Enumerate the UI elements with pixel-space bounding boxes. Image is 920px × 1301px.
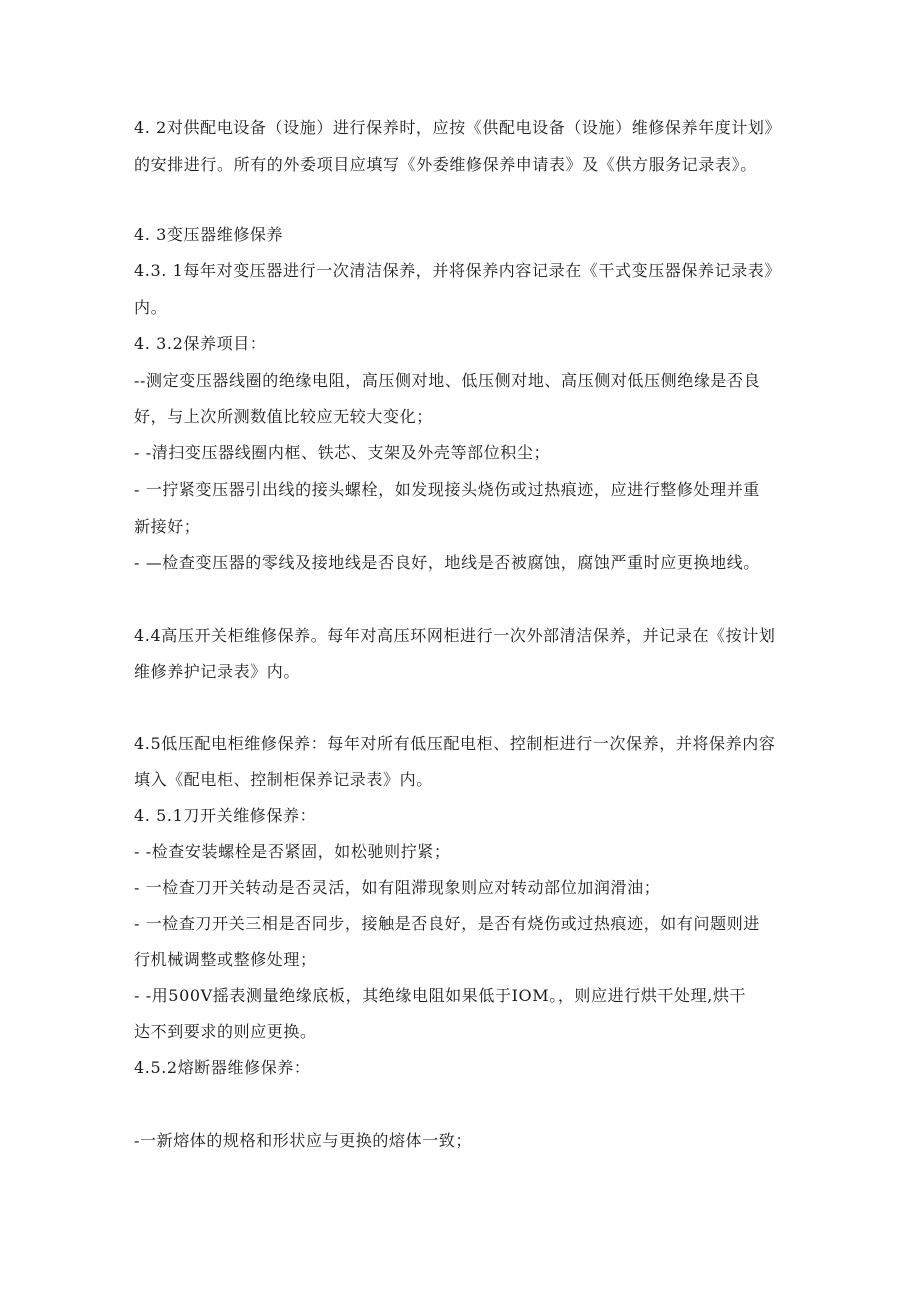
- paragraph-4-5-line-1: 4.5低压配电柜维修保养：每年对所有低压配电柜、控制柜进行一次保养，并将保养内容: [134, 734, 776, 753]
- paragraph-4-2-line-1: 4. 2对供配电设备（设施）进行保养时，应按《供配电设备（设施）维修保养年度计划》: [134, 118, 782, 137]
- paragraph-4-4-line-1: 4.4高压开关柜维修保养。每年对高压环网柜进行一次外部清洁保养，并记录在《按计划: [134, 626, 776, 645]
- list-item-9: -一新熔体的规格和形状应与更换的熔体一致；: [134, 1131, 473, 1150]
- list-item-6: - 一检查刀开关转动是否灵活，如有阻滞现象则应对转动部位加润滑油；: [134, 878, 661, 897]
- heading-4-3: 4. 3变压器维修保养: [134, 225, 284, 244]
- heading-4-5-2: 4.5.2熔断器维修保养：: [134, 1058, 311, 1077]
- list-item-7-line-2: 行机械调整或整修处理；: [134, 950, 317, 969]
- paragraph-4-3-1-line-1: 4.3. 1每年对变压器进行一次清洁保养，并将保养内容记录在《干式变压器保养记录表》: [134, 261, 781, 280]
- list-item-3-line-2: 新接好；: [134, 517, 201, 536]
- paragraph-4-2-line-2: 的安排进行。所有的外委项目应填写《外委维修保养申请表》及《供方服务记录表》。: [134, 155, 757, 174]
- list-item-4: - —检查变压器的零线及接地线是否良好，地线是否被腐蚀，腐蚀严重时应更换地线。: [134, 553, 760, 572]
- list-item-1-line-2: 好，与上次所测数值比较应无较大变化；: [134, 407, 433, 426]
- paragraph-4-3-1-line-2: 内。: [134, 298, 168, 317]
- heading-4-3-2: 4. 3.2保养项目：: [134, 334, 267, 353]
- paragraph-4-5-line-2: 填入《配电柜、控制柜保养记录表》内。: [134, 770, 433, 789]
- list-item-1-line-1: --测定变压器线圈的绝缘电阻，高压侧对地、低压侧对地、高压侧对低压侧绝缘是否良: [134, 371, 761, 390]
- list-item-8-line-1: - -用500V摇表测量绝缘底板，其绝缘电阻如果低于IOM。，则应进行烘干处理,烘干: [134, 986, 747, 1005]
- list-item-3-line-1: - 一拧紧变压器引出线的接头螺栓，如发现接头烧伤或过热痕迹，应进行整修处理并重: [134, 480, 760, 499]
- list-item-7-line-1: - 一检查刀开关三相是否同步，接触是否良好，是否有烧伤或过热痕迹，如有问题则进: [134, 914, 760, 933]
- list-item-2: - -清扫变压器线圈内框、铁芯、支架及外壳等部位积尘；: [134, 443, 551, 462]
- list-item-8-line-2: 达不到要求的则应更换。: [134, 1022, 317, 1041]
- paragraph-4-4-line-2: 维修养护记录表》内。: [134, 662, 301, 681]
- heading-4-5-1: 4. 5.1刀开关维修保养：: [134, 806, 317, 825]
- list-item-5: - -检查安装螺栓是否紧固，如松驰则拧紧；: [134, 842, 451, 861]
